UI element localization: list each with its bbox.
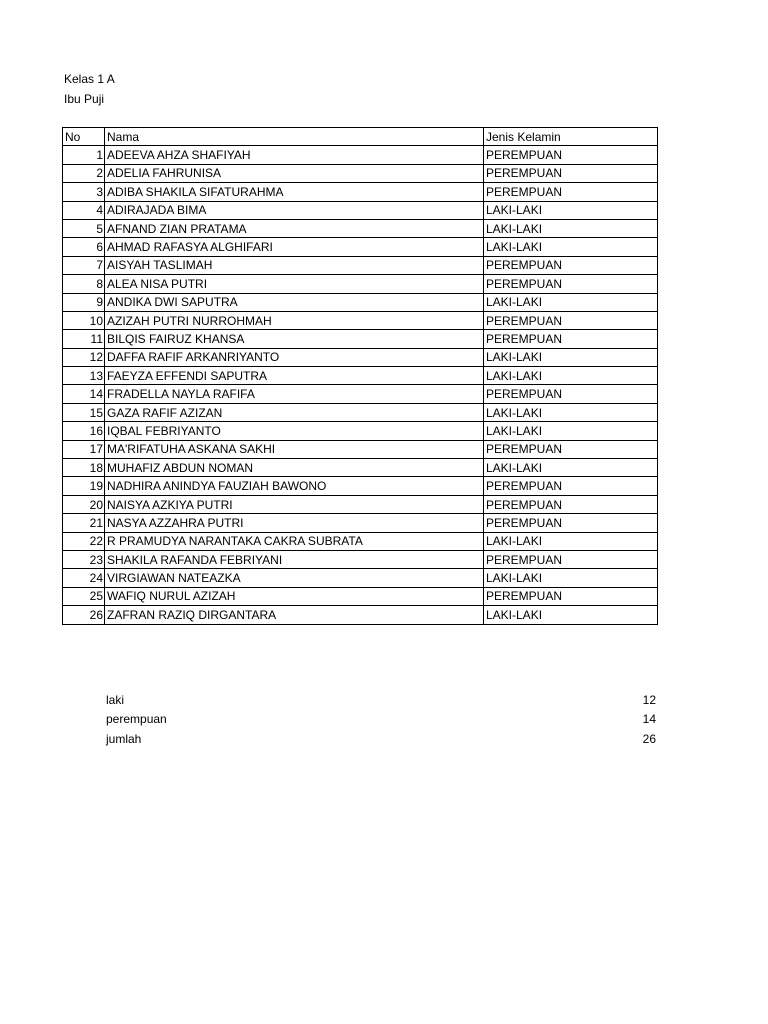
- cell-no: 14: [63, 385, 105, 403]
- table-row: [63, 440, 658, 458]
- summary-value-perempuan: 14: [642, 712, 656, 726]
- cell-no: 23: [63, 550, 105, 568]
- cell-nama: NAISYA AZKIYA PUTRI: [105, 495, 484, 513]
- table-row: [63, 183, 658, 201]
- cell-nama: AHMAD RAFASYA ALGHIFARI: [105, 238, 484, 256]
- teacher-name: Ibu Puji: [64, 92, 105, 106]
- cell-jenis-kelamin: PEREMPUAN: [484, 164, 658, 182]
- cell-nama: BILQIS FAIRUZ KHANSA: [105, 330, 484, 348]
- cell-jenis-kelamin: PEREMPUAN: [484, 587, 658, 605]
- cell-no: 4: [63, 201, 105, 219]
- table-body: [63, 146, 658, 624]
- table-row: [63, 550, 658, 568]
- table-row: [63, 587, 658, 605]
- cell-nama: AZIZAH PUTRI NURROHMAH: [105, 311, 484, 329]
- cell-jenis-kelamin: LAKI-LAKI: [484, 422, 658, 440]
- cell-jenis-kelamin: PEREMPUAN: [484, 183, 658, 201]
- table-row: [63, 367, 658, 385]
- cell-jenis-kelamin: LAKI-LAKI: [484, 201, 658, 219]
- cell-jenis-kelamin: LAKI-LAKI: [484, 606, 658, 624]
- cell-jenis-kelamin: LAKI-LAKI: [484, 532, 658, 550]
- cell-no: 9: [63, 293, 105, 311]
- table-row: [63, 219, 658, 237]
- cell-jenis-kelamin: LAKI-LAKI: [484, 569, 658, 587]
- table-row: [63, 348, 658, 366]
- table-row: [63, 238, 658, 256]
- summary-row-jumlah: [106, 731, 656, 747]
- table-row: [63, 532, 658, 550]
- cell-nama: ADIRAJADA BIMA: [105, 201, 484, 219]
- cell-jenis-kelamin: PEREMPUAN: [484, 256, 658, 274]
- cell-jenis-kelamin: LAKI-LAKI: [484, 348, 658, 366]
- summary-value-laki: 12: [642, 693, 656, 707]
- summary-row-laki: [106, 692, 656, 708]
- cell-nama: ADELIA FAHRUNISA: [105, 164, 484, 182]
- cell-no: 18: [63, 459, 105, 477]
- cell-jenis-kelamin: PEREMPUAN: [484, 440, 658, 458]
- table-row: [63, 495, 658, 513]
- cell-nama: ANDIKA DWI SAPUTRA: [105, 293, 484, 311]
- cell-nama: GAZA RAFIF AZIZAN: [105, 403, 484, 421]
- cell-no: 6: [63, 238, 105, 256]
- cell-jenis-kelamin: PEREMPUAN: [484, 550, 658, 568]
- cell-jenis-kelamin: PEREMPUAN: [484, 385, 658, 403]
- cell-nama: ADEEVA AHZA SHAFIYAH: [105, 146, 484, 164]
- cell-no: 26: [63, 606, 105, 624]
- cell-no: 1: [63, 146, 105, 164]
- cell-nama: IQBAL FEBRIYANTO: [105, 422, 484, 440]
- table-row: [63, 201, 658, 219]
- cell-jenis-kelamin: PEREMPUAN: [484, 275, 658, 293]
- table-row: [63, 293, 658, 311]
- cell-no: 22: [63, 532, 105, 550]
- cell-nama: R PRAMUDYA NARANTAKA CAKRA SUBRATA: [105, 532, 484, 550]
- cell-nama: ZAFRAN RAZIQ DIRGANTARA: [105, 606, 484, 624]
- cell-no: 8: [63, 275, 105, 293]
- summary-label-perempuan: perempuan: [106, 712, 167, 726]
- class-name: Kelas 1 A: [64, 72, 115, 86]
- table-row: [63, 403, 658, 421]
- cell-jenis-kelamin: LAKI-LAKI: [484, 403, 658, 421]
- cell-nama: MA'RIFATUHA ASKANA SAKHI: [105, 440, 484, 458]
- table-row: [63, 146, 658, 164]
- cell-nama: AFNAND ZIAN PRATAMA: [105, 219, 484, 237]
- cell-no: 15: [63, 403, 105, 421]
- column-header-jenis-kelamin: Jenis Kelamin: [484, 128, 658, 146]
- cell-no: 3: [63, 183, 105, 201]
- table-row: [63, 164, 658, 182]
- table-header-row: [63, 128, 658, 146]
- cell-no: 11: [63, 330, 105, 348]
- cell-no: 13: [63, 367, 105, 385]
- table-row: [63, 569, 658, 587]
- table-row: [63, 606, 658, 624]
- cell-no: 5: [63, 219, 105, 237]
- cell-no: 17: [63, 440, 105, 458]
- cell-nama: FRADELLA NAYLA RAFIFA: [105, 385, 484, 403]
- cell-no: 2: [63, 164, 105, 182]
- table-row: [63, 422, 658, 440]
- table-row: [63, 256, 658, 274]
- summary-label-jumlah: jumlah: [106, 732, 142, 746]
- cell-jenis-kelamin: PEREMPUAN: [484, 330, 658, 348]
- column-header-nama: Nama: [105, 128, 484, 146]
- cell-jenis-kelamin: LAKI-LAKI: [484, 459, 658, 477]
- cell-no: 20: [63, 495, 105, 513]
- cell-nama: FAEYZA EFFENDI SAPUTRA: [105, 367, 484, 385]
- cell-jenis-kelamin: PEREMPUAN: [484, 495, 658, 513]
- cell-jenis-kelamin: LAKI-LAKI: [484, 238, 658, 256]
- cell-no: 24: [63, 569, 105, 587]
- column-header-no: No: [63, 128, 105, 146]
- cell-nama: WAFIQ NURUL AZIZAH: [105, 587, 484, 605]
- cell-jenis-kelamin: LAKI-LAKI: [484, 219, 658, 237]
- cell-nama: NASYA AZZAHRA PUTRI: [105, 514, 484, 532]
- table-row: [63, 514, 658, 532]
- table-row: [63, 311, 658, 329]
- cell-jenis-kelamin: PEREMPUAN: [484, 477, 658, 495]
- cell-no: 7: [63, 256, 105, 274]
- table-row: [63, 275, 658, 293]
- cell-nama: NADHIRA ANINDYA FAUZIAH BAWONO: [105, 477, 484, 495]
- cell-no: 25: [63, 587, 105, 605]
- cell-nama: ALEA NISA PUTRI: [105, 275, 484, 293]
- cell-nama: VIRGIAWAN NATEAZKA: [105, 569, 484, 587]
- summary-row-perempuan: [106, 711, 656, 727]
- cell-nama: AISYAH TASLIMAH: [105, 256, 484, 274]
- cell-no: 10: [63, 311, 105, 329]
- cell-no: 16: [63, 422, 105, 440]
- table-row: [63, 330, 658, 348]
- cell-nama: DAFFA RAFIF ARKANRIYANTO: [105, 348, 484, 366]
- table-row: [63, 385, 658, 403]
- summary-value-jumlah: 26: [642, 732, 656, 746]
- cell-jenis-kelamin: PEREMPUAN: [484, 146, 658, 164]
- student-table: [62, 127, 658, 625]
- cell-nama: ADIBA SHAKILA SIFATURAHMA: [105, 183, 484, 201]
- cell-nama: MUHAFIZ ABDUN NOMAN: [105, 459, 484, 477]
- cell-nama: SHAKILA RAFANDA FEBRIYANI: [105, 550, 484, 568]
- cell-no: 21: [63, 514, 105, 532]
- table-row: [63, 459, 658, 477]
- cell-no: 19: [63, 477, 105, 495]
- summary-label-laki: laki: [106, 693, 125, 707]
- cell-jenis-kelamin: PEREMPUAN: [484, 514, 658, 532]
- table-row: [63, 477, 658, 495]
- cell-jenis-kelamin: LAKI-LAKI: [484, 367, 658, 385]
- cell-jenis-kelamin: LAKI-LAKI: [484, 293, 658, 311]
- cell-jenis-kelamin: PEREMPUAN: [484, 311, 658, 329]
- cell-no: 12: [63, 348, 105, 366]
